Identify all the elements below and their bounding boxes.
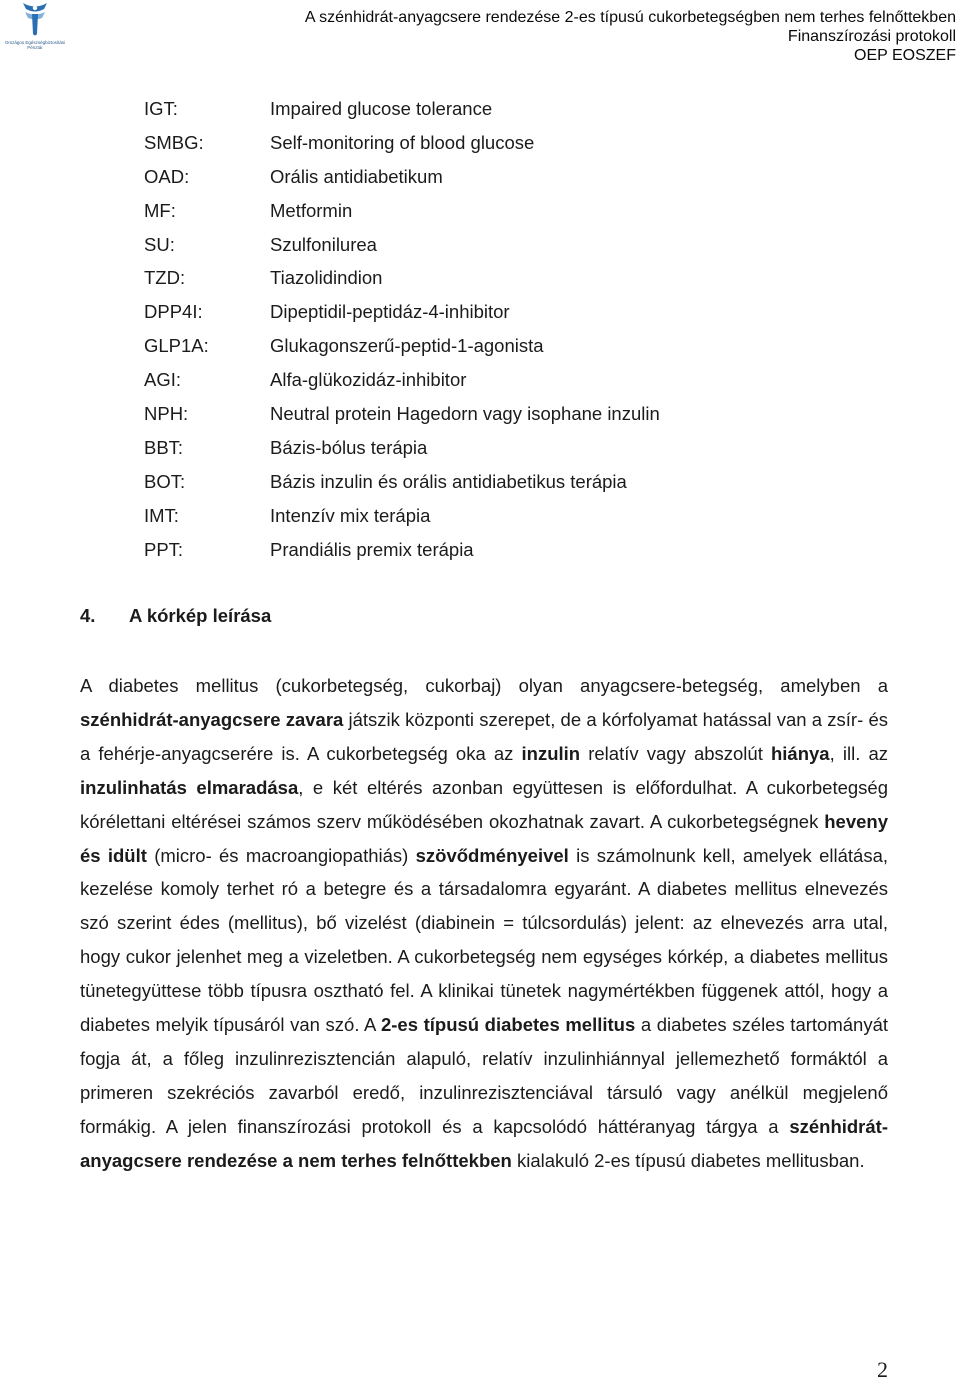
logo-caption: Országos Egészségbiztosítási Pénztár xyxy=(4,40,66,50)
body-emphasis: inzulin xyxy=(521,742,581,764)
abbreviation-value: Alfa-glükozidáz-inhibitor xyxy=(270,369,467,391)
abbreviation-key: DPP4I: xyxy=(144,301,203,323)
body-emphasis: inzulinhatás elmaradása xyxy=(80,776,299,798)
page-number: 2 xyxy=(877,1357,888,1382)
abbreviation-key: BOT: xyxy=(144,470,186,492)
institute-logo xyxy=(0,0,70,58)
header-publisher: OEP EOSZEF xyxy=(854,47,956,64)
body-paragraph xyxy=(80,669,888,1178)
abbreviation-value: Tiazolidindion xyxy=(270,267,383,289)
abbreviation-value: Szulfonilurea xyxy=(270,233,377,255)
running-header xyxy=(305,8,956,65)
abbreviation-value: Prandiális premix terápia xyxy=(270,538,474,560)
abbreviation-key: NPH: xyxy=(144,403,189,425)
abbreviation-value: Glukagonszerű-peptid-1-agonista xyxy=(270,335,544,357)
body-emphasis: szénhidrát-anyagcsere rendezése a nem terhes felnőttekben xyxy=(80,1115,888,1171)
abbreviation-value: Intenzív mix terápia xyxy=(270,504,431,526)
abbreviation-value: Impaired glucose tolerance xyxy=(270,98,493,119)
body-text-run: kialakuló 2-es típusú diabetes mellitusban. xyxy=(511,1149,865,1171)
abbreviation-value: Neutral protein Hagedorn vagy isophane inzulin xyxy=(270,403,660,425)
abbreviation-value: Bázis-bólus terápia xyxy=(270,436,428,458)
abbreviation-key: OAD: xyxy=(144,165,190,187)
abbreviation-key: MF: xyxy=(144,199,176,221)
abbreviation-key: AGI: xyxy=(144,369,182,391)
abbreviation-key: BBT: xyxy=(144,436,184,458)
abbreviation-key: PPT: xyxy=(144,538,184,560)
section-number: 4. xyxy=(80,605,96,626)
institute-emblem-icon xyxy=(0,0,70,40)
body-text-run: , ill. az xyxy=(829,742,888,764)
abbreviation-value: Bázis inzulin és orális antidiabetikus terápia xyxy=(270,470,627,492)
abbreviation-key: SU: xyxy=(144,233,175,255)
body-text-run: relatív vagy abszolút xyxy=(580,742,771,764)
body-emphasis: heveny és idült xyxy=(80,810,888,866)
header-document-title: A szénhidrát-anyagcsere rendezése 2-es típusú cukorbetegségben nem terhes felnőttekben xyxy=(304,9,956,26)
abbreviation-key: GLP1A: xyxy=(144,335,209,357)
abbreviation-key: TZD: xyxy=(144,267,186,289)
body-text-run: is számolnunk kell, amelyek ellátása, kezelése komoly terhet ró a betegre és a társadalomra egyaránt. A diabetes mellitus elnevezés szó szerint édes (mellitus), bő vizelést (diabinein = túlcsordulás) jelent: az elnevezés arra utal, hogy cukor jelenhet meg a vizeletben. A cukorbetegség nem egységes kórkép, a diabetes mellitus tünetegyüttese több típusra osztható fel. A klinikai tünetek nagymértékben függenek attól, hogy a diabetes melyik típusáról van szó. A xyxy=(80,844,888,1036)
body-emphasis: 2-es típusú diabetes mellitus xyxy=(380,1014,636,1036)
body-emphasis: hiánya xyxy=(770,742,830,764)
abbreviation-value: Self-monitoring of blood glucose xyxy=(270,131,535,153)
abbreviation-key: IMT: xyxy=(144,504,179,526)
abbreviation-key: SMBG: xyxy=(144,131,204,153)
body-emphasis: szénhidrát-anyagcsere zavara xyxy=(80,708,344,730)
section-heading xyxy=(80,603,271,629)
abbreviation-value: Dipeptidil-peptidáz-4-inhibitor xyxy=(270,301,510,323)
body-text-run: , e két eltérés azonban együttesen is előfordulhat. A cukorbetegség kórélettani eltérései számos szerv működésében okozhatnak zavart. A cukorbetegségnek xyxy=(80,776,888,832)
abbreviation-value: Metformin xyxy=(270,199,353,221)
header-document-type: Finanszírozási protokoll xyxy=(787,28,956,45)
section-title: A kórkép leírása xyxy=(129,605,272,626)
abbreviation-value: Orális antidiabetikum xyxy=(270,165,443,187)
body-text-run: játszik központi szerepet, de a kórfolyamat hatással van a zsír- és a fehérje-anyagcserére is. A cukorbetegség oka az xyxy=(80,708,888,764)
body-emphasis: szövődményeivel xyxy=(415,844,569,866)
abbreviation-key: IGT: xyxy=(144,98,178,119)
body-text-run: (micro- és macroangiopathiás) xyxy=(146,844,416,866)
body-text-run: a diabetes széles tartományát fogja át, a főleg inzulinrezisztencián alapuló, relatív inzulinhiánnyal jellemezhető formáktól a primeren szekréciós zavarból eredő, inzulinrezisztenciával társuló vagy anélkül megjelenő formákig. A jelen finanszírozási protokoll és a kapcsolódó háttéranyag tárgya a xyxy=(80,1014,888,1137)
body-text-run: A diabetes mellitus (cukorbetegség, cukorbaj) olyan anyagcsere-betegség, amelyben a xyxy=(80,675,888,696)
